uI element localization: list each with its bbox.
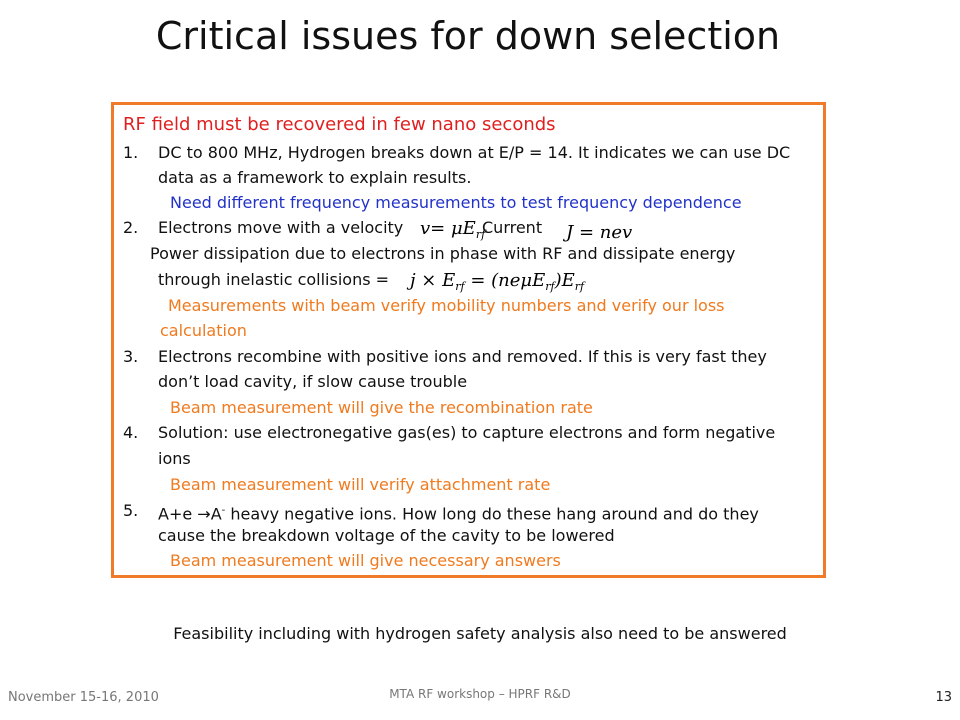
power-mid: = (neμE <box>464 270 546 291</box>
item-1-number: 1. <box>123 143 139 162</box>
slide-title: Critical issues for down selection <box>155 14 781 58</box>
power-subscript-2: rf <box>545 280 555 293</box>
item-5-number: 5. <box>123 501 139 520</box>
item-5-superscript: - <box>221 505 226 516</box>
item-5-line-2: cause the breakdown voltage of the cavity to be lowered <box>158 526 615 545</box>
footer-event: MTA RF workshop – HPRF R&D <box>389 687 571 701</box>
item-2-current-label: Current <box>482 218 543 237</box>
power-subscript-3: rf <box>574 280 585 293</box>
item-4-number: 4. <box>123 423 139 442</box>
velocity-symbol: v <box>420 218 431 239</box>
footer-date: November 15-16, 2010 <box>8 690 159 705</box>
item-4-line-2: ions <box>158 449 191 468</box>
bottom-note: Feasibility including with hydrogen safety analysis also need to be answered <box>173 624 787 643</box>
item-5-note: Beam measurement will give necessary answers <box>170 551 561 570</box>
velocity-rhs: = μE <box>430 218 476 239</box>
power-end: )E <box>554 270 575 291</box>
item-2-note-2: calculation <box>160 321 247 340</box>
power-subscript-1: rf <box>455 280 465 293</box>
item-2-extra-1: Power dissipation due to electrons in phase with RF and dissipate energy <box>150 244 736 263</box>
item-5-line-1 <box>158 501 759 524</box>
item-3-line-2: don’t load cavity, if slow cause trouble <box>158 372 468 391</box>
item-1-note: Need different frequency measurements to test frequency dependence <box>170 193 742 212</box>
item-1-line-1: DC to 800 MHz, Hydrogen breaks down at E/P = 14. It indicates we can use DC <box>158 143 791 162</box>
item-3-line-1: Electrons recombine with positive ions and removed. If this is very fast they <box>158 347 767 366</box>
item-5-prefix: A+e →A <box>158 504 222 524</box>
item-2-note-1: Measurements with beam verify mobility numbers and verify our loss <box>168 296 725 315</box>
item-2-line-1: Electrons move with a velocity <box>158 218 404 237</box>
item-2-number: 2. <box>123 218 139 237</box>
velocity-subscript: rf <box>475 228 486 241</box>
item-3-note: Beam measurement will give the recombination rate <box>170 398 593 417</box>
velocity-equation <box>420 218 485 241</box>
item-4-line-1: Solution: use electronegative gas(es) to capture electrons and form negative <box>158 423 776 442</box>
current-equation: J = nev <box>566 222 633 243</box>
page-number: 13 <box>935 690 952 705</box>
item-4-note: Beam measurement will verify attachment rate <box>170 475 551 494</box>
item-3-number: 3. <box>123 347 139 366</box>
item-2-extra-2: through inelastic collisions = <box>158 270 390 289</box>
box-heading: RF field must be recovered in few nano seconds <box>123 114 556 135</box>
power-lhs: j × E <box>410 270 456 291</box>
item-1-line-2: data as a framework to explain results. <box>158 168 472 187</box>
item-5-suffix: heavy negative ions. How long do these hang around and do they <box>225 504 759 524</box>
power-equation <box>410 270 584 293</box>
